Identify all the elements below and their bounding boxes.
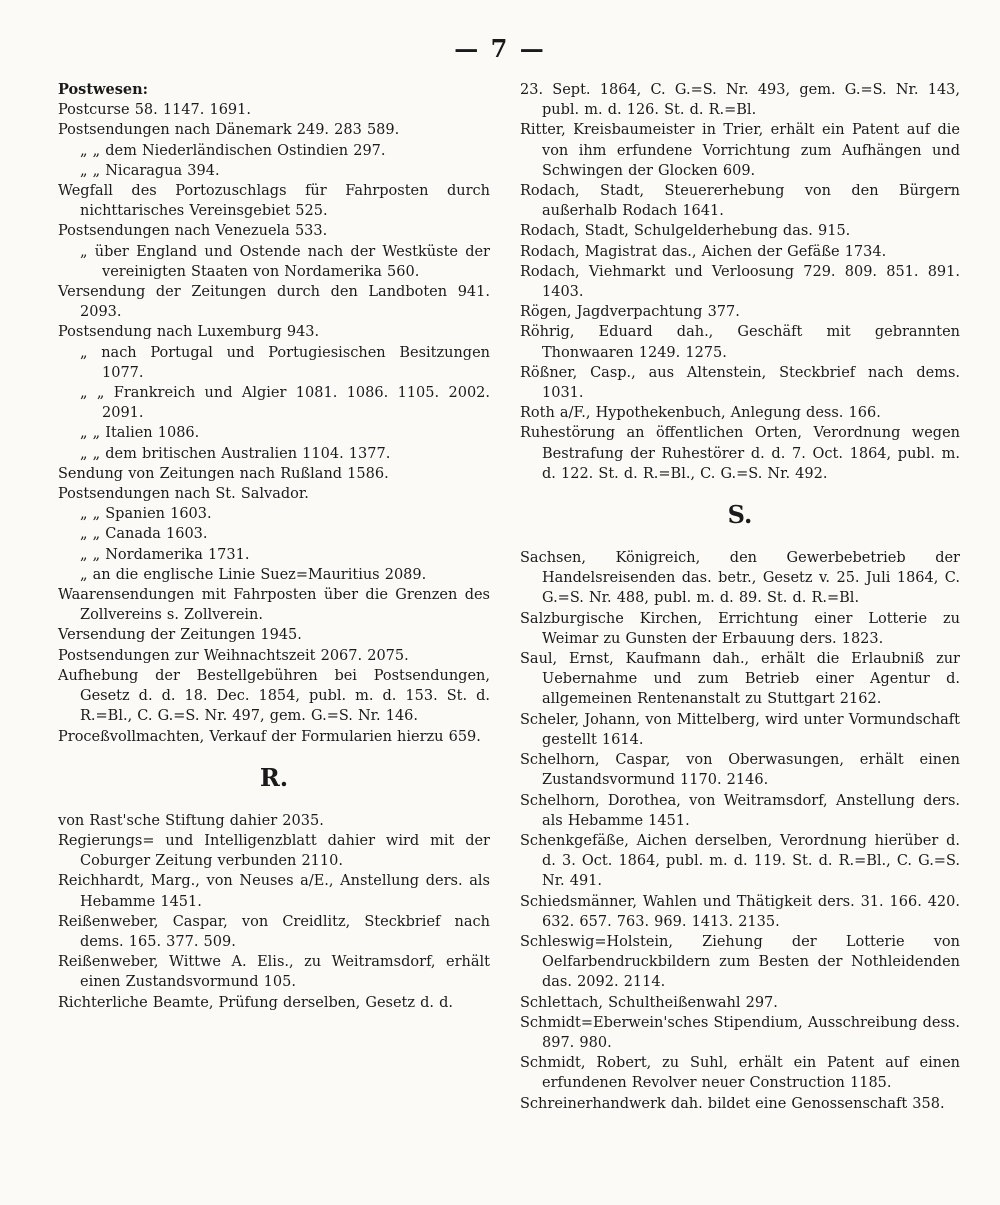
index-entry: Schreinerhandwerk dah. bildet eine Genossenschaft 358. [520,1095,945,1112]
section-letter: S. [727,500,753,530]
index-entry: „ „ Frankreich und Algier 1081. 1086. 1105. 2002. 2091. [80,385,490,422]
index-entry: „ „ Italien 1086. [80,425,200,442]
index-entry: „ „ dem britischen Australien 1104. 1377. [80,445,391,462]
index-entry: „ „ Nicaragua 394. [80,162,220,179]
index-entry: Postsendungen nach Dänemark 249. 283 589. [58,122,400,139]
index-entry: „ nach Portugal und Portugiesischen Besitzungen 1077. [80,344,490,381]
left-column [58,80,490,1013]
index-entry: Schenkgefäße, Aichen derselben, Verordnung hierüber d. d. 3. Oct. 1864, publ. m. d. 119. St. d. R.=Bl., C. G.=S. Nr. 491. [520,832,960,890]
index-entry: „ „ Spanien 1603. [80,506,212,523]
index-entry: Ruhestörung an öffentlichen Orten, Verordnung wegen Bestrafung der Ruhestörer d. d. 7. Oct. 1864, publ. m. d. 122. St. d. R.=Bl., C. G.=S. Nr. 492. [520,425,960,482]
index-entry: Salzburgische Kirchen, Errichtung einer Lotterie zu Weimar zu Gunsten der Erbauung ders. 1823. [520,610,960,647]
index-entry: Schelhorn, Dorothea, von Weitramsdorf, Anstellung ders. als Hebamme 1451. [520,792,960,829]
index-entry: Schiedsmänner, Wahlen und Thätigkeit ders. 31. 166. 420. 632. 657. 763. 969. 1413. 2135. [520,893,960,930]
page-number: — 7 — [454,34,546,63]
index-entry: Roth a/F., Hypothekenbuch, Anlegung dess. 166. [520,405,881,422]
index-entry: „ an die englische Linie Suez=Mauritius 2089. [80,566,427,583]
index-entry: Waarensendungen mit Fahrposten über die Grenzen des Zollvereins s. Zollverein. [58,587,490,624]
index-entry: Postsendungen nach Venezuela 533. [58,223,328,240]
index-entry: Proceßvollmachten, Verkauf der Formularien hierzu 659. [58,728,481,745]
index-entry: Reißenweber, Wittwe A. Elis., zu Weitramsdorf, erhält einen Zustandsvormund 105. [58,954,490,991]
index-entry: Sendung von Zeitungen nach Rußland 1586. [58,465,389,482]
index-entry: 23. Sept. 1864, C. G.=S. Nr. 493, gem. G.=S. Nr. 143, publ. m. d. 126. St. d. R.=Bl. [520,82,960,119]
index-entry: Rögen, Jagdverpachtung 377. [520,304,740,321]
index-entry: Schlettach, Schultheißenwahl 297. [520,994,778,1011]
section-letter: R. [259,762,289,792]
index-entry: Schleswig=Holstein, Ziehung der Lotterie von Oelfarbendruckbildern zum Besten der Nothleidenden das. 2092. 2114. [520,933,960,991]
index-entry: Reißenweber, Caspar, von Creidlitz, Steckbrief nach dems. 165. 377. 509. [58,913,490,950]
index-entry: Rodach, Viehmarkt und Verloosung 729. 809. 851. 891. 1403. [520,263,960,301]
index-entry: Postsendungen nach St. Salvador. [58,486,309,503]
right-column [520,80,960,1114]
index-entry: Scheler, Johann, von Mittelberg, wird unter Vormundschaft gestellt 1614. [520,711,960,748]
index-entry: Versendung der Zeitungen 1945. [58,627,302,644]
index-entry: Versendung der Zeitungen durch den Landboten 941. 2093. [58,284,490,321]
index-entry: Saul, Ernst, Kaufmann dah., erhält die Erlaubniß zur Uebernahme und zum Betrieb einer Agentur d. allgemeinen Rentenanstalt zu Stuttgart 2162. [520,651,960,708]
index-entry: Ritter, Kreisbaumeister in Trier, erhält ein Patent auf die von ihm erfundene Vorrichtung zum Aufhängen und Schwingen der Glocken 609. [520,122,960,179]
index-entry: Rodach, Magistrat das., Aichen der Gefäße 1734. [520,243,887,260]
index-entry: Schelhorn, Caspar, von Oberwasungen, erhält einen Zustandsvormund 1170. 2146. [520,752,960,789]
index-entry: „ „ Nordamerika 1731. [80,546,250,563]
index-heading: Postwesen: [58,81,149,98]
index-entry: Regierungs= und Intelligenzblatt dahier wird mit der Coburger Zeitung verbunden 2110. [58,832,490,870]
index-entry: Reichhardt, Marg., von Neuses a/E., Anstellung ders. als Hebamme 1451. [58,873,490,910]
index-entry: „ „ dem Niederländischen Ostindien 297. [80,142,386,159]
index-entry: Schmidt, Robert, zu Suhl, erhält ein Patent auf einen erfundenen Revolver neuer Construction 1185. [520,1055,960,1092]
index-entry: „ über England und Ostende nach der Westküste der vereinigten Staaten von Nordamerika 560. [80,243,490,280]
index-entry: Aufhebung der Bestellgebühren bei Postsendungen, Gesetz d. d. 18. Dec. 1854, publ. m. d. 153. St. d. R.=Bl., C. G.=S. Nr. 497, gem. G.=S. Nr. 146. [58,667,490,725]
index-entry: Röhrig, Eduard dah., Geschäft mit gebrannten Thonwaaren 1249. 1275. [520,324,960,361]
index-entry: Rößner, Casp., aus Altenstein, Steckbrief nach dems. 1031. [520,364,960,402]
index-entry: „ „ Canada 1603. [80,526,208,543]
index-entry: Rodach, Stadt, Schulgelderhebung das. 915. [520,223,851,240]
index-entry: Schmidt=Eberwein'sches Stipendium, Ausschreibung dess. 897. 980. [520,1014,960,1051]
index-entry: Wegfall des Portozuschlags für Fahrposten durch nichttarisches Vereinsgebiet 525. [58,183,490,220]
index-entry: Richterliche Beamte, Prüfung derselben, Gesetz d. d. [58,994,454,1011]
index-entry: von Rast'sche Stiftung dahier 2035. [58,812,324,829]
index-entry: Postsendung nach Luxemburg 943. [58,324,320,341]
index-entry: Postcurse 58. 1147. 1691. [58,102,251,119]
index-entry: Postsendungen zur Weihnachtszeit 2067. 2075. [58,647,409,664]
index-entry: Sachsen, Königreich, den Gewerbebetrieb der Handelsreisenden das. betr., Gesetz v. 25. Juli 1864, C. G.=S. Nr. 488, publ. m. d. 89. St. d. R.=Bl. [520,550,960,607]
index-entry: Rodach, Stadt, Steuererhebung von den Bürgern außerhalb Rodach 1641. [520,183,960,220]
